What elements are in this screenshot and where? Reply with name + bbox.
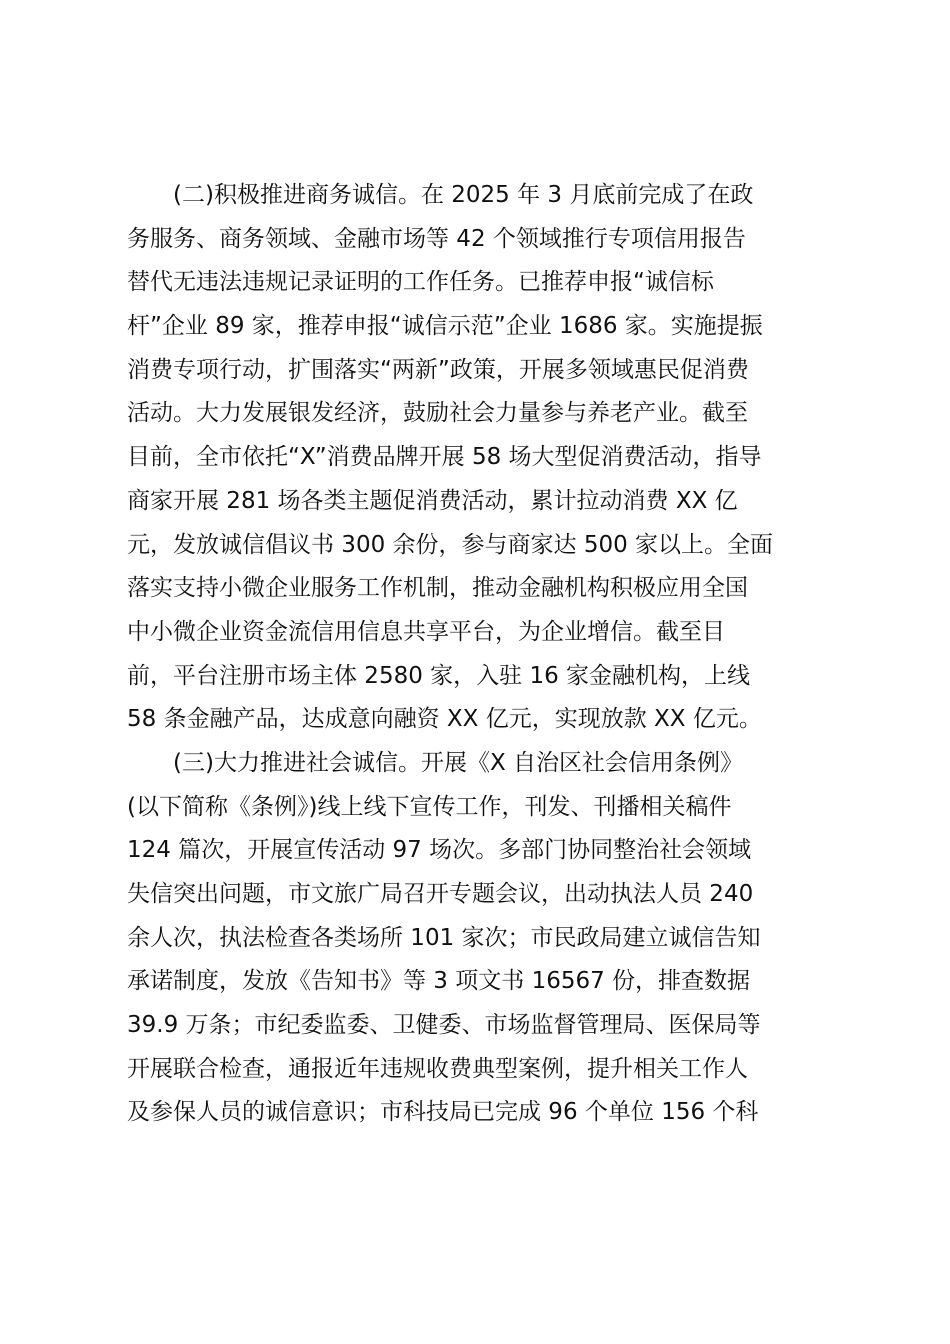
paragraph-line: 失信突出问题，市文旅广局召开专题会议，出动执法人员 240 [127, 881, 754, 907]
paragraph-line: 目前，全市依托“X”消费品牌开展 58 场大型促消费活动，指导 [127, 444, 762, 471]
paragraph-line: (二)积极推进商务诚信。在 2025 年 3 月底前完成了在政 [173, 182, 754, 208]
paragraph-line: 前，平台注册市场主体 2580 家，入驻 16 家金融机构，上线 [127, 662, 751, 689]
paragraph-line: 商家开展 281 场各类主题促消费活动，累计拉动消费 XX 亿 [127, 487, 738, 514]
paragraph-line: 落实支持小微企业服务工作机制，推动金融机构积极应用全国 [127, 575, 748, 602]
paragraph-line: 杆”企业 89 家，推荐申报“诚信示范”企业 1686 家。实施提振 [127, 313, 763, 340]
paragraph-line: 58 条金融产品，达成意向融资 XX 亿元，实现放款 XX 亿元。 [127, 706, 762, 733]
paragraph-line: 承诺制度，发放《告知书》等 3 项文书 16567 份，排查数据 [127, 968, 751, 995]
paragraph-line: 开展联合检查，通报近年违规收费典型案例，提升相关工作人 [127, 1055, 748, 1082]
paragraph-line: (三)大力推进社会诚信。开展《X 自治区社会信用条例》 [173, 749, 744, 776]
paragraph-line: 及参保人员的诚信意识；市科技局已完成 96 个单位 156 个科 [127, 1099, 759, 1126]
paragraph-line: 元，发放诚信倡议书 300 余份，参与商家达 500 家以上。全面 [127, 531, 774, 558]
paragraph-line: 替代无违法违规记录证明的工作任务。已推荐申报“诚信标 [127, 269, 714, 296]
paragraph-line: (以下简称《条例》)线上线下宣传工作，刊发、刊播相关稿件 [127, 793, 732, 820]
paragraph-line: 消费专项行动，扩围落实“两新”政策，开展多领域惠民促消费 [127, 356, 749, 383]
paragraph-line: 中小微企业资金流信用信息共享平台，为企业增信。截至目 [127, 618, 725, 645]
paragraph-line: 务服务、商务领域、金融市场等 42 个领域推行专项信用报告 [127, 225, 746, 252]
document-body [127, 174, 833, 1135]
paragraph-line: 余人次，执法检查各类场所 101 家次；市民政局建立诚信告知 [127, 924, 761, 951]
paragraph-line: 124 篇次，开展宣传活动 97 场次。多部门协同整治社会领域 [127, 837, 752, 864]
paragraph-line: 活动。大力发展银发经济，鼓励社会力量参与养老产业。截至 [127, 400, 748, 427]
paragraph-line: 39.9 万条；市纪委监委、卫健委、市场监督管理局、医保局等 [127, 1012, 761, 1039]
